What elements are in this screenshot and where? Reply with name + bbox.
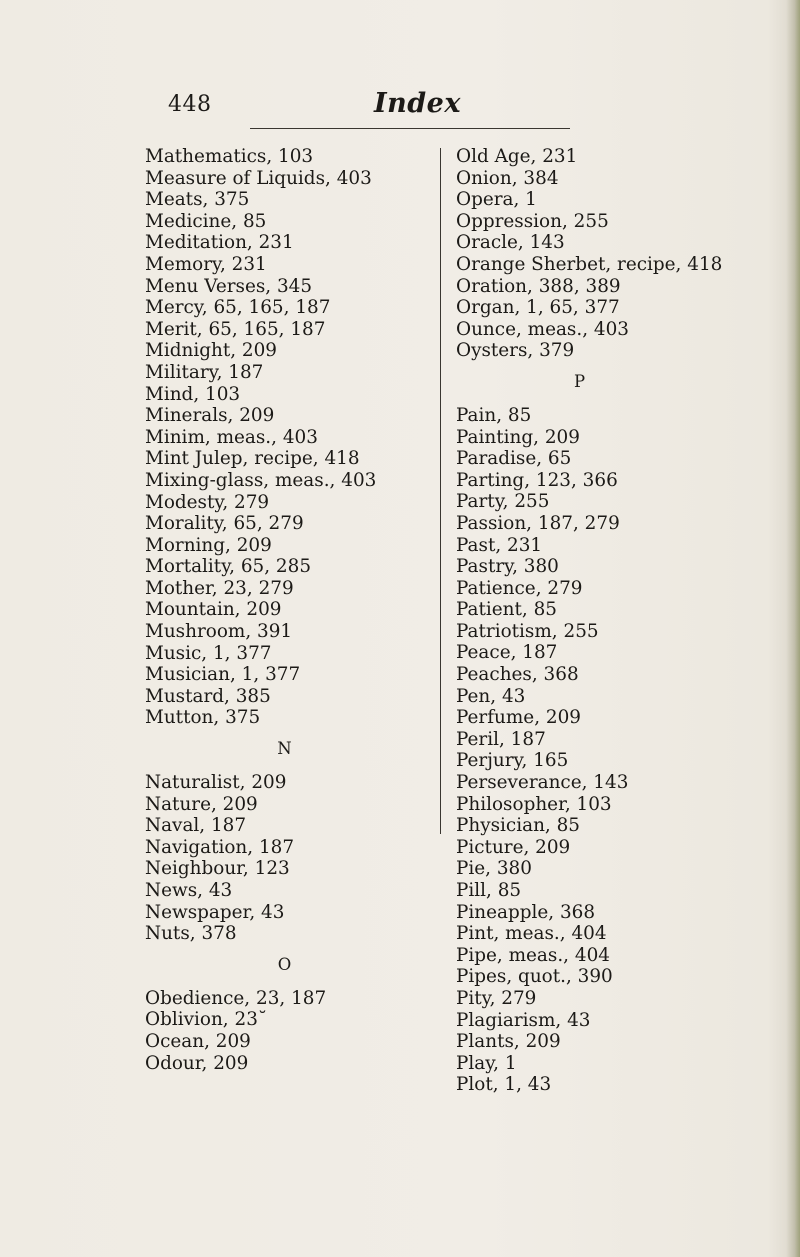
running-head: Index [374, 88, 461, 119]
index-entry: Mountain, 209 [145, 599, 282, 621]
index-entry: Organ, 1, 65, 377 [456, 297, 620, 319]
index-entry: Old Age, 231 [456, 146, 578, 167]
index-entry: Past, 231 [456, 534, 543, 556]
index-entry: Plot, 1, 43 [456, 1074, 552, 1096]
index-entry: Physician, 85 [456, 815, 581, 837]
index-entry: Measure of Liquids, 403 [145, 167, 372, 189]
index-entry: Ocean, 209 [145, 1030, 251, 1052]
index-entry: Patience, 279 [456, 577, 583, 599]
index-entry: Oblivion, 23˘ [145, 1009, 268, 1031]
section-letter-p: P [573, 371, 587, 391]
index-entry: Pastry, 380 [456, 556, 559, 578]
index-entry: Oppression, 255 [456, 210, 609, 232]
index-entry: Meats, 375 [145, 189, 250, 211]
index-entry: Plagiarism, 43 [456, 1009, 591, 1031]
index-entry: Parting, 123, 366 [456, 469, 618, 491]
index-entry: Meditation, 231 [145, 232, 294, 254]
index-entry: Memory, 231 [145, 253, 267, 275]
index-entry: Pity, 279 [456, 987, 537, 1009]
index-entry: Pint, meas., 404 [456, 923, 607, 945]
index-entry: Mustard, 385 [145, 685, 271, 707]
index-entry: Nuts, 378 [145, 923, 237, 945]
index-entry: Orange Sherbet, recipe, 418 [456, 253, 723, 275]
index-entry: Perfume, 209 [456, 707, 581, 729]
section-letter-n: N [277, 739, 293, 759]
index-entry: Obedience, 23, 187 [145, 987, 327, 1009]
index-entry: Mixing-glass, meas., 403 [145, 469, 377, 491]
index-group-m [145, 146, 435, 729]
index-entry: Musician, 1, 377 [145, 664, 301, 686]
index-entry: Picture, 209 [456, 836, 571, 858]
index-entry: Mutton, 375 [145, 707, 261, 729]
index-entry: Pain, 85 [456, 404, 532, 426]
index-entry: Paradise, 65 [456, 448, 572, 470]
section-letter-o: O [277, 954, 293, 974]
index-entry: Pineapple, 368 [456, 901, 596, 923]
index-entry: Morality, 65, 279 [145, 513, 304, 535]
index-entry: Mind, 103 [145, 383, 241, 405]
index-entry: Philosopher, 103 [456, 793, 612, 815]
index-entry: Pen, 43 [456, 685, 526, 707]
index-entry: Party, 255 [456, 491, 550, 513]
index-entry: Naval, 187 [145, 815, 247, 837]
index-entry: Opera, 1 [456, 189, 537, 211]
index-entry: Mother, 23, 279 [145, 577, 294, 599]
index-group-p [456, 405, 776, 1096]
index-entry: Minim, meas., 403 [145, 426, 318, 448]
index-group-o [145, 988, 435, 1074]
index-entry: Patriotism, 255 [456, 620, 599, 642]
index-column-left [145, 146, 435, 1074]
index-entry: News, 43 [145, 880, 233, 901]
index-entry: Pipe, meas., 404 [456, 944, 610, 966]
index-entry: Oysters, 379 [456, 340, 575, 362]
page-number: 448 [168, 92, 212, 117]
header-rule [250, 128, 570, 129]
index-entry: Mercy, 65, 165, 187 [145, 297, 331, 319]
spine-shadow [786, 0, 800, 1257]
index-entry: Midnight, 209 [145, 340, 278, 362]
index-entry: Morning, 209 [145, 534, 272, 556]
index-entry: Medicine, 85 [145, 210, 267, 232]
index-entry: Painting, 209 [456, 426, 580, 448]
index-entry: Mushroom, 391 [145, 621, 293, 643]
index-entry: Merit, 65, 165, 187 [145, 318, 326, 340]
index-entry: Mortality, 65, 285 [145, 556, 312, 578]
index-entry: Peaches, 368 [456, 664, 579, 686]
index-entry: Music, 1, 377 [145, 642, 272, 664]
index-entry: Menu Verses, 345 [145, 275, 313, 297]
index-entry: Pie, 380 [456, 858, 532, 880]
index-column-right [456, 146, 776, 1096]
index-entry: Passion, 187, 279 [456, 512, 620, 534]
index-entry: Mathematics, 103 [145, 146, 314, 167]
index-entry: Pipes, quot., 390 [456, 966, 613, 988]
index-entry: Mint Julep, recipe, 418 [145, 448, 360, 470]
index-entry: Ounce, meas., 403 [456, 318, 630, 340]
index-entry: Peril, 187 [456, 728, 546, 750]
index-entry: Play, 1 [456, 1052, 517, 1074]
index-group-n [145, 772, 435, 945]
index-entry: Naturalist, 209 [145, 772, 287, 794]
index-entry: Nature, 209 [145, 793, 258, 815]
index-entry: Newspaper, 43 [145, 901, 285, 923]
index-entry: Perjury, 165 [456, 750, 569, 772]
index-entry: Oracle, 143 [456, 232, 565, 254]
index-entry: Odour, 209 [145, 1052, 249, 1074]
index-entry: Onion, 384 [456, 167, 559, 189]
column-divider [440, 148, 441, 834]
index-entry: Minerals, 209 [145, 405, 275, 427]
index-group-o-continued [456, 146, 776, 362]
index-entry: Perseverance, 143 [456, 772, 629, 794]
index-entry: Modesty, 279 [145, 491, 270, 513]
index-entry: Patient, 85 [456, 599, 557, 621]
index-entry: Military, 187 [145, 361, 264, 383]
index-entry: Navigation, 187 [145, 836, 295, 858]
index-entry: Neighbour, 123 [145, 858, 290, 880]
index-entry: Oration, 388, 389 [456, 275, 621, 297]
index-entry: Peace, 187 [456, 642, 558, 664]
index-entry: Pill, 85 [456, 880, 522, 901]
index-entry: Plants, 209 [456, 1031, 561, 1053]
